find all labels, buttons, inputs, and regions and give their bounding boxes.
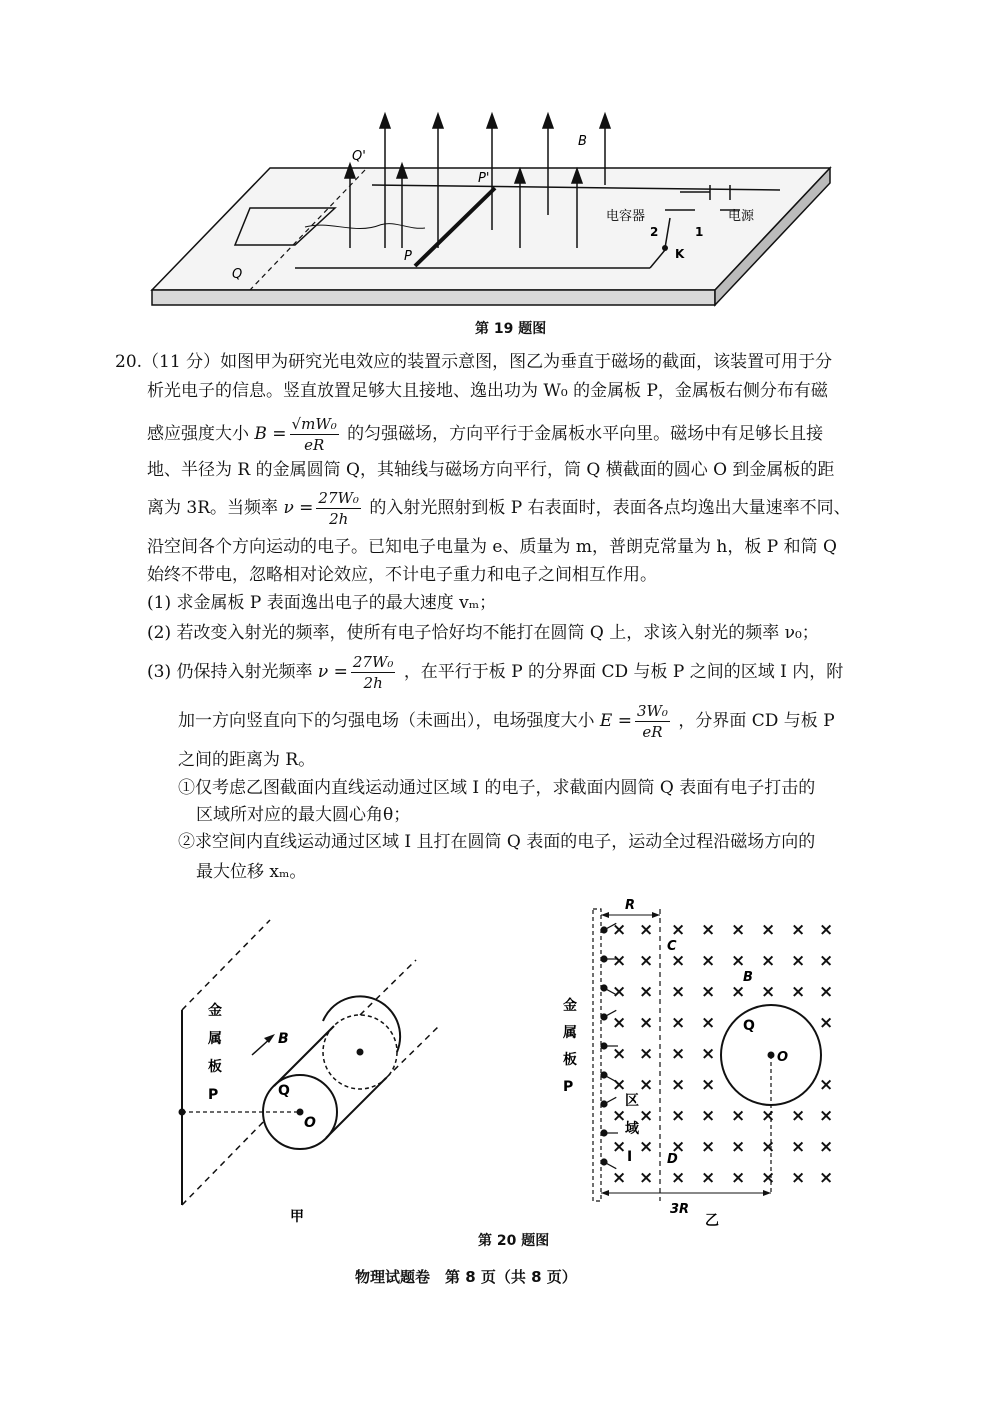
field-cross-mark: × <box>819 1013 834 1033</box>
field-cross-mark: × <box>612 1168 627 1188</box>
field-cross-mark: × <box>701 1106 716 1126</box>
q20-line-s3c <box>178 701 835 742</box>
q20-s3c: 加一方向竖直向下的匀强电场（未画出），电场强度大小 <box>178 711 595 731</box>
q20-s3d: ，分界面 CD 与板 P <box>678 711 835 731</box>
field-cross-mark: × <box>791 920 806 940</box>
fig20-yi-plate-1: 金 <box>563 998 577 1014</box>
field-cross-mark: × <box>639 1168 654 1188</box>
fig20-jia-label-Q: Q <box>278 1083 290 1099</box>
q20-s3-ii2: 最大位移 xₘ。 <box>196 862 307 882</box>
q20-s3a: (3) 仍保持入射光频率 <box>147 662 313 682</box>
fig20-yi-label: 乙 <box>705 1213 719 1229</box>
field-cross-mark: × <box>671 982 686 1002</box>
field-cross-mark: × <box>671 1013 686 1033</box>
fig20-jia-plate-1: 金 <box>208 1003 222 1019</box>
field-cross-mark: × <box>612 1137 627 1157</box>
field-cross-mark: × <box>791 951 806 971</box>
field-cross-mark: × <box>819 920 834 940</box>
field-cross-mark: × <box>639 920 654 940</box>
fig20-jia-plate-4: P <box>208 1087 219 1103</box>
fig20-yi-label-B: B <box>743 970 753 985</box>
field-cross-mark: × <box>731 1168 746 1188</box>
fig20-yi-label-Q: Q <box>743 1018 755 1034</box>
q20-p6: 沿空间各个方向运动的电子。已知电子电量为 e、质量为 m，普朗克常量为 h，板 P 和筒 Q <box>147 537 837 557</box>
q20-s3-lhs: ν = <box>317 662 348 682</box>
field-cross-mark: × <box>612 1106 627 1126</box>
field-cross-mark: × <box>639 1075 654 1095</box>
fig19-label-capacitor: 电容器 <box>606 209 646 224</box>
fig20-jia-label: 甲 <box>290 1209 304 1225</box>
fig19-label-P: P <box>404 249 412 264</box>
figure-20-yi <box>555 895 855 1230</box>
field-cross-mark: × <box>701 1168 716 1188</box>
field-cross-mark: × <box>671 951 686 971</box>
fig20-jia-label-O: O <box>304 1115 316 1131</box>
fig20-yi-region-2: 域 <box>625 1121 639 1137</box>
q20-s3e: 之间的距离为 R。 <box>178 750 316 770</box>
field-cross-mark: × <box>671 920 686 940</box>
fig19-label-2: 2 <box>650 225 659 239</box>
page-footer: 物理试题卷 第 8 页（共 8 页） <box>355 1268 577 1286</box>
field-cross-mark: × <box>731 982 746 1002</box>
q20-number: 20. <box>115 352 143 372</box>
q20-p4: 地、半径为 R 的金属圆筒 Q，其轴线与磁场方向平行，筒 Q 横截面的圆心 O 到金属板的距 <box>147 460 835 480</box>
field-cross-mark: × <box>701 1075 716 1095</box>
fig20-jia-label-B: B <box>278 1031 289 1047</box>
q20-s3c-lhs: E = <box>599 711 632 731</box>
fig20-yi-label-O: O <box>777 1050 789 1065</box>
fig19-label-1: 1 <box>695 225 704 239</box>
q20-p5-lhs: ν = <box>283 498 314 518</box>
q20-s3-i2: 区域所对应的最大圆心角θ； <box>196 805 411 825</box>
field-cross-mark: × <box>819 982 834 1002</box>
fig20-yi-plate-4: P <box>563 1079 574 1095</box>
q20-line1 <box>115 350 832 374</box>
field-cross-mark: × <box>639 951 654 971</box>
field-cross-mark: × <box>731 920 746 940</box>
q20-p3a: 感应强度大小 <box>147 424 249 444</box>
q20-p3b: 的匀强磁场，方向平行于金属板水平向里。磁场中有足够长且接 <box>347 424 824 444</box>
fig19-label-B: B <box>578 134 587 149</box>
q20-p5a: 离为 3R。当频率 <box>147 498 279 518</box>
field-cross-mark: × <box>639 1137 654 1157</box>
q20-s3-i1: ①仅考虑乙图截面内直线运动通过区域 I 的电子，求截面内圆筒 Q 表面有电子打击的 <box>178 778 816 798</box>
q20-p5-frac: $\frac{\text{27W₀}}{2h}$ <box>318 489 359 528</box>
field-cross-mark: × <box>701 951 716 971</box>
field-cross-mark: × <box>761 920 776 940</box>
field-cross-mark: × <box>701 920 716 940</box>
field-cross-mark: × <box>761 1106 776 1126</box>
q20-s3c-frac: $\frac{\text{3W₀}}{eR}$ <box>636 702 668 741</box>
q20-p3-frac: $\frac{\text{√mW₀}}{eR}$ <box>291 415 337 454</box>
fig19-label-K: K <box>675 247 685 261</box>
field-cross-mark: × <box>671 1106 686 1126</box>
field-cross-mark: × <box>731 951 746 971</box>
electron-arrow <box>604 1097 616 1104</box>
q20-s3-frac: $\frac{\text{27W₀}}{2h}$ <box>352 653 394 692</box>
q20-line-s3 <box>147 652 843 693</box>
field-cross-mark: × <box>639 1013 654 1033</box>
figure-20-jia <box>160 915 460 1225</box>
field-cross-mark: × <box>791 1168 806 1188</box>
q20-p2: 析光电子的信息。竖直放置足够大且接地、逸出功为 W₀ 的金属板 P，金属板右侧分布有磁 <box>147 381 828 401</box>
field-cross-mark: × <box>819 1106 834 1126</box>
field-cross-mark: × <box>671 1075 686 1095</box>
fig20-yi-label-R: R <box>625 898 636 913</box>
q20-p3-lhs: B = <box>254 424 287 444</box>
q20-p5b: 的入射光照射到板 P 右表面时，表面各点均逸出大量速率不同、 <box>369 498 851 518</box>
field-cross-mark: × <box>819 1075 834 1095</box>
field-cross-mark: × <box>819 1137 834 1157</box>
field-cross-mark: × <box>731 1137 746 1157</box>
field-cross-mark: × <box>639 1106 654 1126</box>
field-cross-mark: × <box>612 1013 627 1033</box>
fig20-yi-label-D: D <box>667 1152 678 1167</box>
q20-s3-ii1: ②求空间内直线运动通过区域 I 且打在圆筒 Q 表面的电子，运动全过程沿磁场方向的 <box>178 832 816 852</box>
field-cross-mark: × <box>761 1168 776 1188</box>
q20-score: （11 分） <box>142 352 221 372</box>
field-cross-mark: × <box>761 982 776 1002</box>
q20-line5 <box>147 488 851 529</box>
fig20-yi-plate-3: 板 <box>563 1052 577 1068</box>
fig20-yi-region-1: 区 <box>625 1093 639 1109</box>
q20-s1: (1) 求金属板 P 表面逸出电子的最大速度 vₘ； <box>147 593 497 613</box>
field-cross-mark: × <box>761 951 776 971</box>
field-cross-mark: × <box>612 1044 627 1064</box>
electron-arrow <box>604 1162 616 1169</box>
field-cross-mark: × <box>791 982 806 1002</box>
fig19-label-Qp: Q' <box>352 149 366 164</box>
q20-line3 <box>147 414 823 455</box>
field-cross-mark: × <box>671 1137 686 1157</box>
field-cross-mark: × <box>819 951 834 971</box>
field-cross-mark: × <box>791 1106 806 1126</box>
q20-p7: 始终不带电，忽略相对论效应，不计电子重力和电子之间相互作用。 <box>147 565 657 585</box>
fig20-yi-region-3: I <box>627 1149 633 1165</box>
figure-19 <box>140 100 840 315</box>
fig19-caption: 第 19 题图 <box>475 321 547 337</box>
field-cross-mark: × <box>612 1075 627 1095</box>
q20-s3b: ，在平行于板 P 的分界面 CD 与板 P 之间的区域 I 内，附 <box>403 662 844 682</box>
field-cross-mark: × <box>819 1168 834 1188</box>
field-cross-mark: × <box>701 1044 716 1064</box>
fig19-label-Q: Q <box>232 267 243 282</box>
field-cross-mark: × <box>701 1013 716 1033</box>
q20-s2: (2) 若改变入射光的频率，使所有电子恰好均不能打在圆筒 Q 上，求该入射光的频率 ν₀； <box>147 623 819 643</box>
field-cross-mark: × <box>791 1137 806 1157</box>
field-cross-mark: × <box>701 1137 716 1157</box>
q20-p1: 如图甲为研究光电效应的装置示意图，图乙为垂直于磁场的截面，该装置可用于分 <box>220 352 833 372</box>
fig19-label-Pp: P' <box>478 171 490 186</box>
field-cross-mark: × <box>731 1106 746 1126</box>
field-cross-mark: × <box>671 1168 686 1188</box>
field-cross-mark: × <box>639 1044 654 1064</box>
field-cross-mark: × <box>639 982 654 1002</box>
field-cross-mark: × <box>612 920 627 940</box>
field-cross-mark: × <box>761 1137 776 1157</box>
fig20-yi-label-C: C <box>667 939 677 954</box>
fig20-yi-plate-2: 属 <box>563 1025 577 1041</box>
fig20-jia-plate-2: 属 <box>208 1031 222 1047</box>
fig20-yi-label-3R: 3R <box>670 1202 690 1217</box>
field-cross-mark: × <box>612 982 627 1002</box>
fig20-caption: 第 20 题图 <box>478 1233 550 1249</box>
field-cross-mark: × <box>671 1044 686 1064</box>
board-front <box>152 290 715 305</box>
field-cross-mark: × <box>612 951 627 971</box>
fig19-label-power: 电源 <box>728 209 755 224</box>
fig20-jia-plate-3: 板 <box>208 1059 222 1075</box>
field-cross-mark: × <box>701 982 716 1002</box>
